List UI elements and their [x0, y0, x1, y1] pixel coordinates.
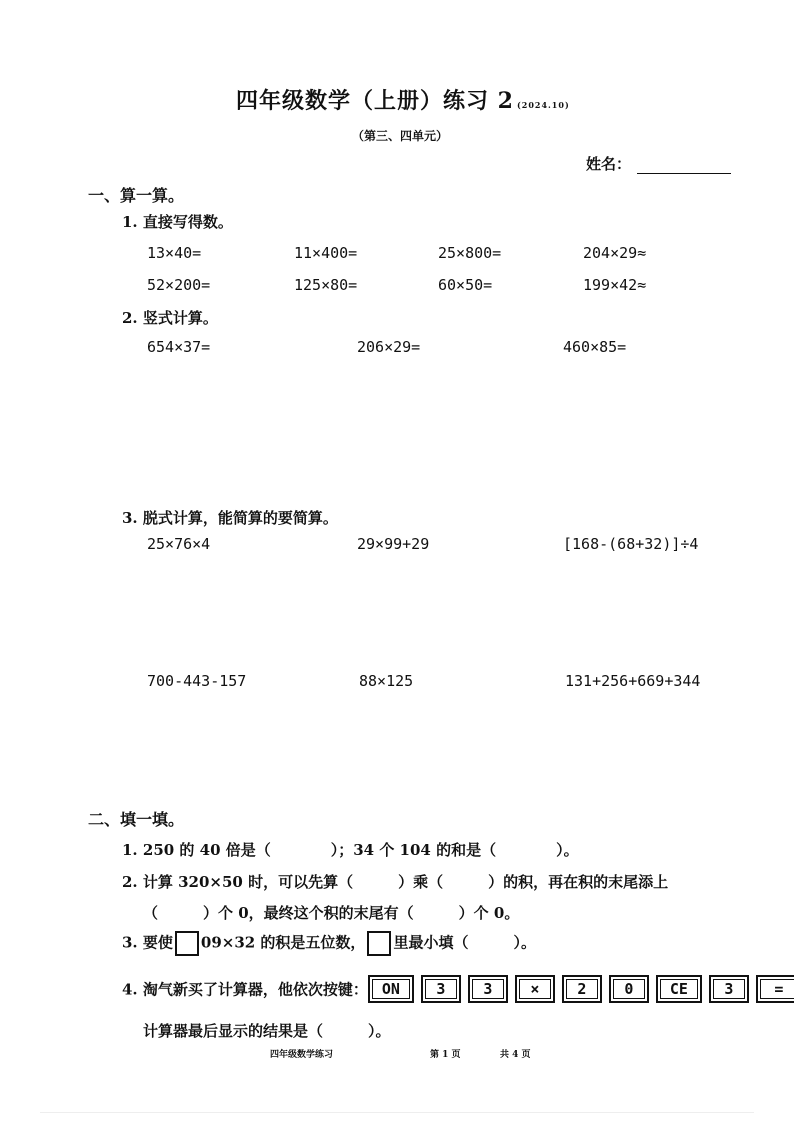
oral-calc-item: 13×40= — [147, 244, 202, 262]
fill-q4-line2: 计算器最后显示的结果是（ ）。 — [143, 1022, 391, 1040]
calculator-keys — [368, 975, 794, 1003]
step-calc-item: 131+256+669+344 — [565, 672, 701, 690]
step-calc-item: 88×125 — [359, 672, 414, 690]
q3-label: 3. 脱式计算，能简算的要简算。 — [122, 509, 338, 527]
footer-page: 第 1 页 — [430, 1050, 461, 1060]
name-label: 姓名： — [586, 155, 632, 173]
fill-q4-pre: 4. 淘气新买了计算器，他依次按键： — [122, 980, 368, 999]
q1-label: 1. 直接写得数。 — [122, 213, 233, 231]
fill-q2-line2: （ ）个 0，最终这个积的末尾有（ ）个 0。 — [143, 904, 520, 922]
fill-q1: 1. 250 的 40 倍是（ ）；34 个 104 的和是（ ）。 — [122, 841, 579, 859]
oral-calc-item: 25×800= — [438, 244, 502, 262]
calc-key-0: 0 — [609, 975, 649, 1003]
name-blank[interactable] — [637, 159, 731, 174]
oral-calc-item: 125×80= — [294, 276, 358, 294]
oral-calc-item: 60×50= — [438, 276, 493, 294]
oral-calc-item: 52×200= — [147, 276, 211, 294]
calc-key-ce: CE — [656, 975, 702, 1003]
section1-heading: 一、算一算。 — [88, 186, 185, 205]
calc-key-on: ON — [368, 975, 414, 1003]
fill-q3-mid: 09×32 的积是五位数， — [200, 933, 366, 952]
title-date: (2024.10) — [516, 100, 570, 110]
step-calc-item: [168-(68+32)]÷4 — [563, 535, 699, 553]
vertical-calc-item: 206×29= — [357, 338, 421, 356]
footer-total: 共 4 页 — [500, 1050, 531, 1060]
fill-q3 — [122, 931, 536, 956]
step-calc-item: 29×99+29 — [357, 535, 430, 553]
fill-q4 — [122, 975, 794, 1003]
fill-q3-post: 里最小填（ ）。 — [393, 933, 536, 952]
bottom-divider — [40, 1112, 754, 1113]
oral-calc-item: 11×400= — [294, 244, 358, 262]
oral-calc-item: 199×42≈ — [583, 276, 647, 294]
step-calc-item: 25×76×4 — [147, 535, 211, 553]
vertical-calc-item: 460×85= — [563, 338, 627, 356]
digit-box[interactable] — [367, 931, 391, 956]
page-subtitle: （第三、四单元） — [352, 129, 449, 143]
footer-left: 四年级数学练习 — [270, 1050, 334, 1060]
oral-calc-item: 204×29≈ — [583, 244, 647, 262]
name-field — [586, 153, 731, 174]
calc-key-3: 3 — [709, 975, 749, 1003]
page-title — [236, 84, 570, 115]
fill-q2-line1: 2. 计算 320×50 时，可以先算（ ）乘（ ）的积，再在积的末尾添上 — [122, 873, 669, 891]
calc-key-3: 3 — [468, 975, 508, 1003]
digit-box[interactable] — [175, 931, 199, 956]
calc-key-2: 2 — [562, 975, 602, 1003]
title-text: 四年级数学（上册）练习 2 — [236, 88, 514, 114]
vertical-calc-item: 654×37= — [147, 338, 211, 356]
calc-key-3: 3 — [421, 975, 461, 1003]
calc-key-multiply: × — [515, 975, 555, 1003]
section2-heading: 二、填一填。 — [88, 810, 185, 829]
fill-q3-pre: 3. 要使 — [122, 933, 173, 952]
step-calc-item: 700-443-157 — [147, 672, 247, 690]
q2-label: 2. 竖式计算。 — [122, 309, 218, 327]
calc-key-equals: = — [756, 975, 794, 1003]
